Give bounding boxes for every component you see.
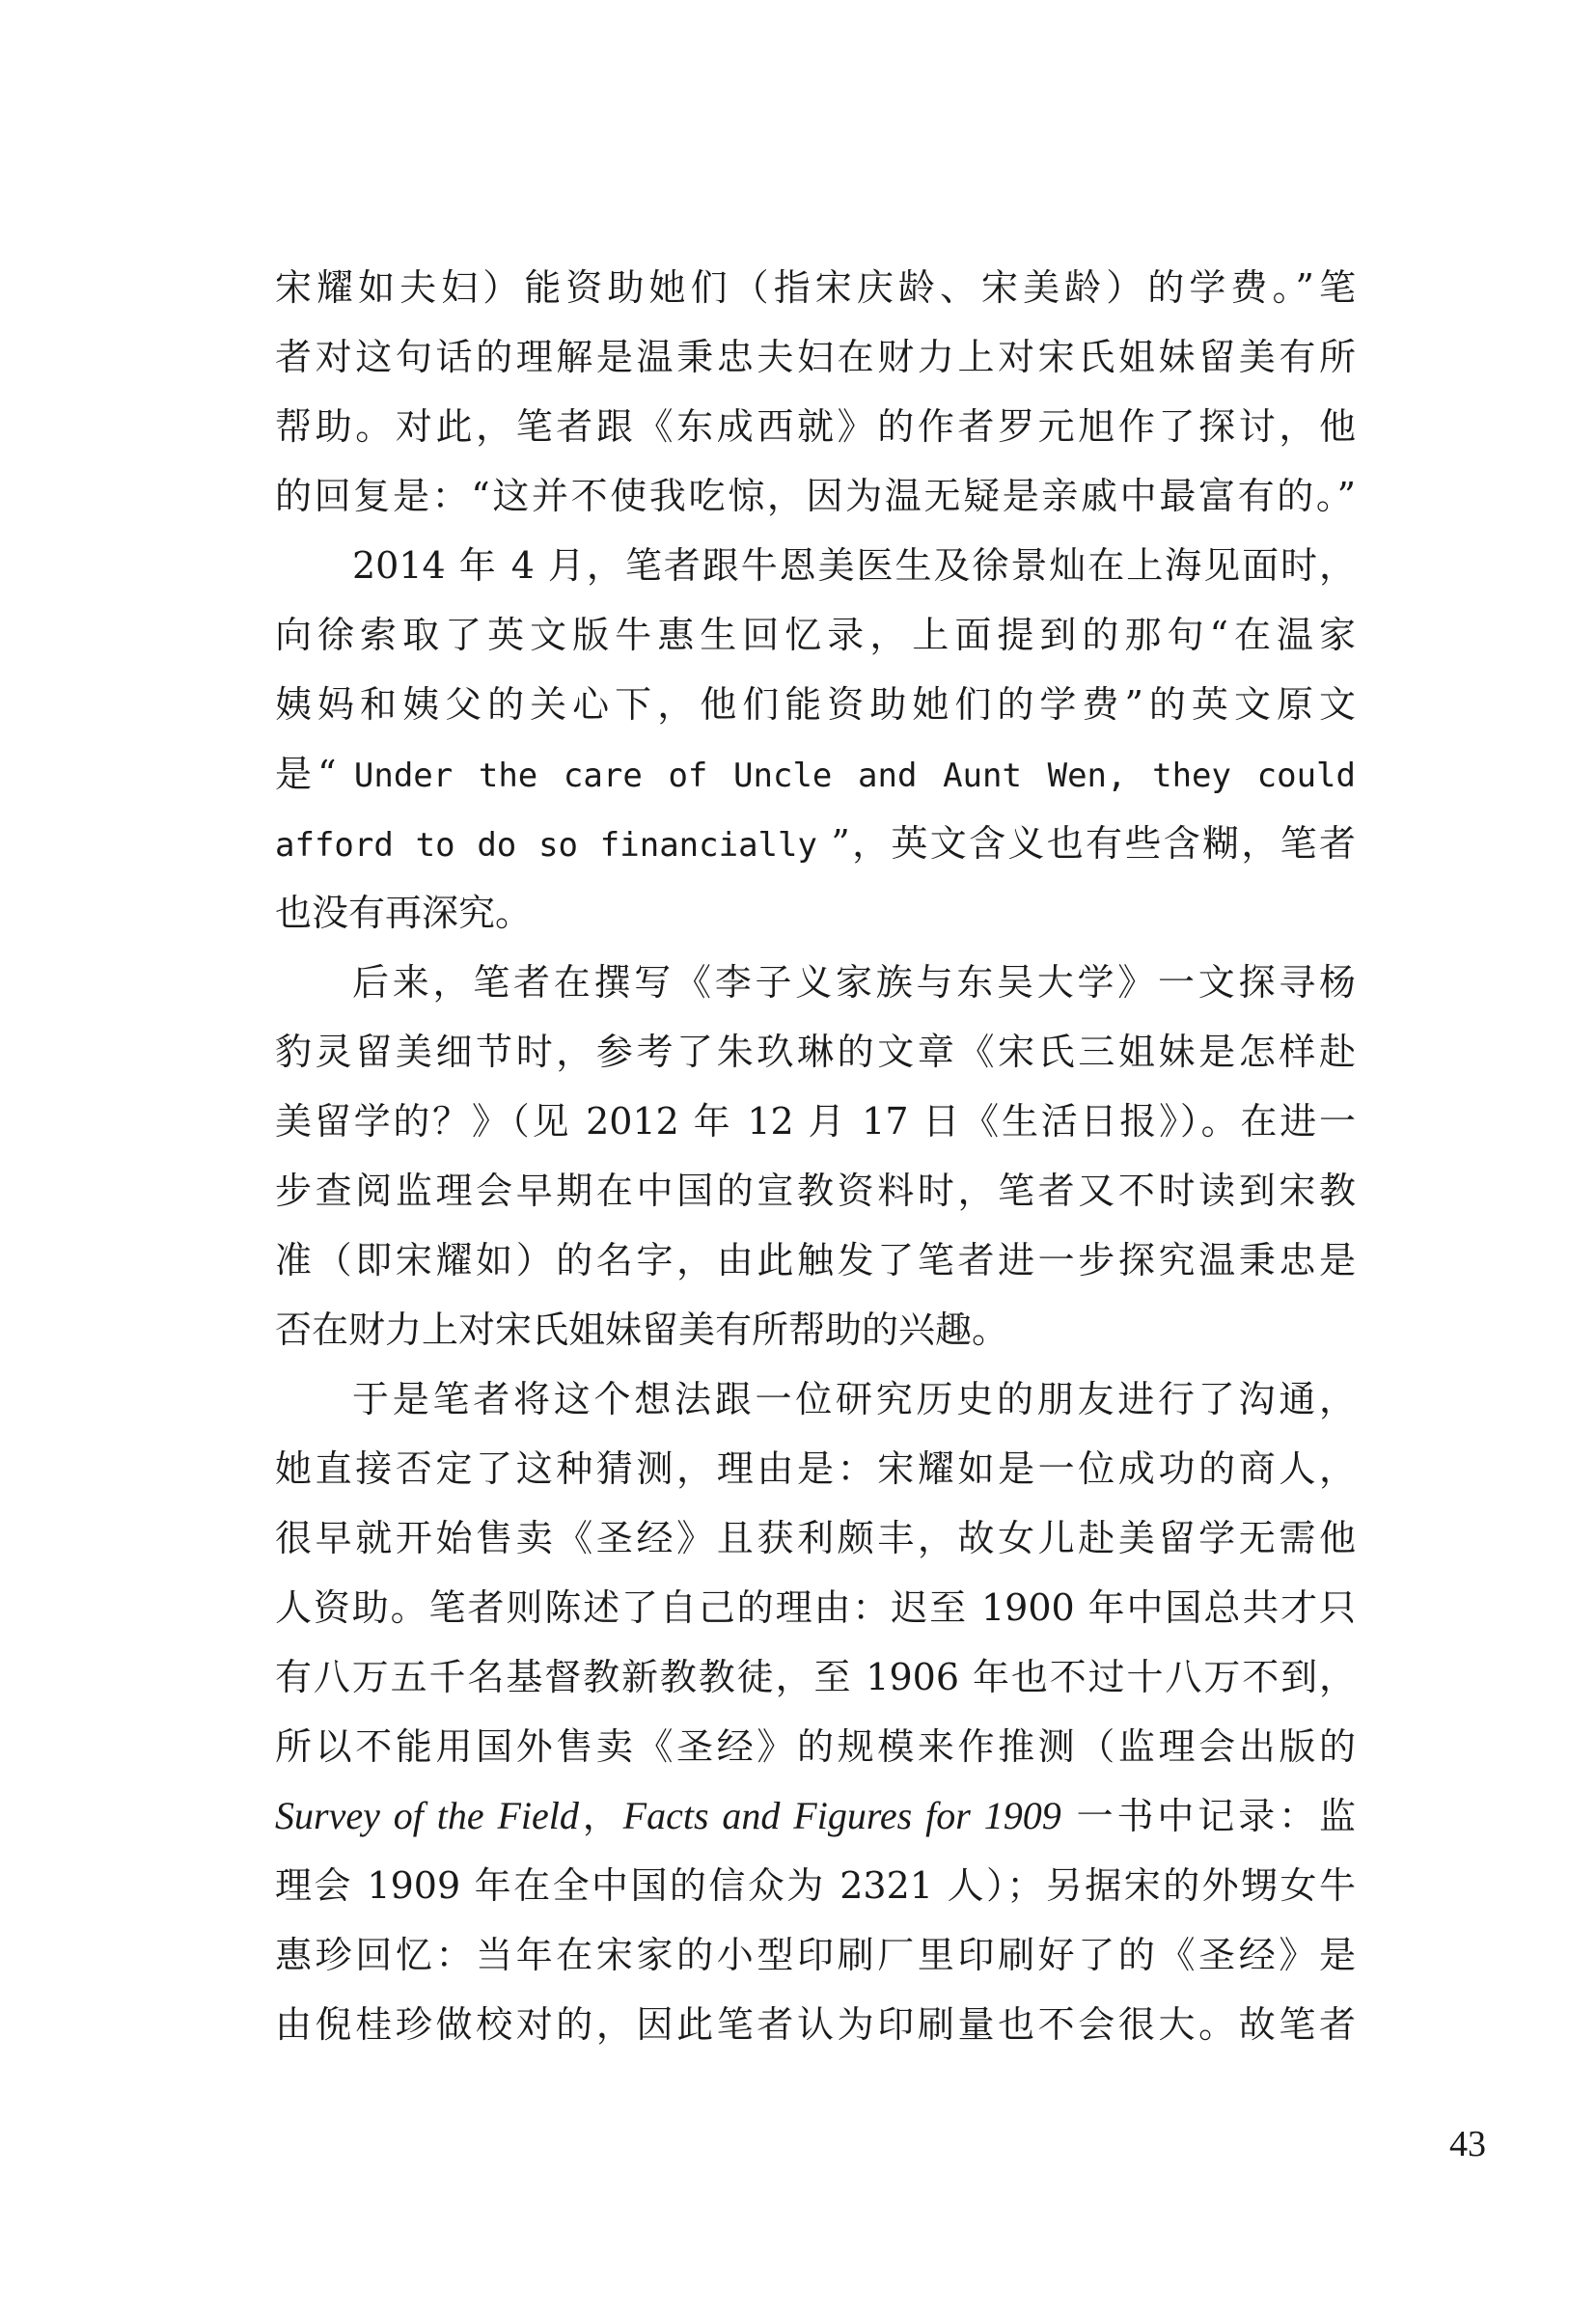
text-fragment: 一书中记录：监: [1076, 1795, 1356, 1837]
text-line: 有八万五千名基督教新教教徒，至 1906 年也不过十八万不到，: [275, 1656, 1356, 1698]
text-line: 豹灵留美细节时，参考了朱玖琳的文章《宋氏三姐妹是怎样赴: [275, 1031, 1356, 1073]
text-line: 人资助。笔者则陈述了自己的理由：迟至 1900 年中国总共才只: [275, 1586, 1356, 1629]
text-line: 美留学的？》（见 2012 年 12 月 17 日《生活日报》）。在进一: [275, 1100, 1356, 1143]
text-line-mixed: [275, 1781, 1356, 1851]
text-line: 向徐索取了英文版牛惠生回忆录，上面提到的那句“在温家: [275, 614, 1356, 656]
text-fragment: ”，英文含义也有些含糊，笔者: [831, 822, 1356, 865]
text-fragment: ，: [578, 1795, 623, 1837]
text-line: 步查阅监理会早期在中国的宣教资料时，笔者又不时读到宋教: [275, 1170, 1356, 1212]
text-line: 宋耀如夫妇）能资助她们（指宋庆龄、宋美龄）的学费。”笔: [275, 266, 1356, 309]
english-quote: Under the care of Uncle and Aunt Wen, they could: [353, 757, 1356, 795]
text-line: 2014 年 4 月，笔者跟牛恩美医生及徐景灿在上海见面时，: [352, 544, 1356, 587]
text-line: 于是笔者将这个想法跟一位研究历史的朋友进行了沟通，: [352, 1378, 1356, 1420]
text-line: 所以不能用国外售卖《圣经》的规模来作推测（监理会出版的: [275, 1725, 1356, 1768]
text-line: 她直接否定了这种猜测，理由是：宋耀如是一位成功的商人，: [275, 1447, 1356, 1490]
text-line: 惠珍回忆：当年在宋家的小型印刷厂里印刷好了的《圣经》是: [275, 1934, 1356, 1976]
text-line: 者对这句话的理解是温秉忠夫妇在财力上对宋氏姐妹留美有所: [275, 336, 1356, 378]
text-line: 理会 1909 年在全中国的信众为 2321 人）；另据宋的外甥女牛: [275, 1864, 1356, 1907]
body-text: [275, 253, 1356, 2059]
text-line: 帮助。对此，笔者跟《东成西就》的作者罗元旭作了探讨，他: [275, 405, 1356, 448]
page-number: 43: [1449, 2124, 1486, 2164]
text-line: 准（即宋耀如）的名字，由此触发了笔者进一步探究温秉忠是: [275, 1239, 1356, 1281]
text-line: 的回复是：“这并不使我吃惊，因为温无疑是亲戚中最富有的。”: [275, 475, 1356, 517]
text-line: 否在财力上对宋氏姐妹留美有所帮助的兴趣。: [275, 1309, 1009, 1351]
text-line-mixed: [275, 809, 1356, 878]
book-title: Survey of the Field: [275, 1794, 579, 1837]
text-line: 姨妈和姨父的关心下，他们能资助她们的学费”的英文原文: [275, 683, 1356, 726]
text-line: 很早就开始售卖《圣经》且获利颇丰，故女儿赴美留学无需他: [275, 1517, 1356, 1559]
text-line: 也没有再深究。: [275, 892, 533, 934]
book-title: Facts and Figures for 1909: [622, 1794, 1061, 1837]
text-line-mixed: [275, 739, 1356, 809]
text-fragment: 是“: [275, 753, 337, 795]
english-quote: afford to do so financially: [275, 826, 817, 865]
text-line: 后来，笔者在撰写《李子义家族与东吴大学》一文探寻杨: [352, 961, 1356, 1004]
text-line: 由倪桂珍做校对的，因此笔者认为印刷量也不会很大。故笔者: [275, 2003, 1356, 2046]
